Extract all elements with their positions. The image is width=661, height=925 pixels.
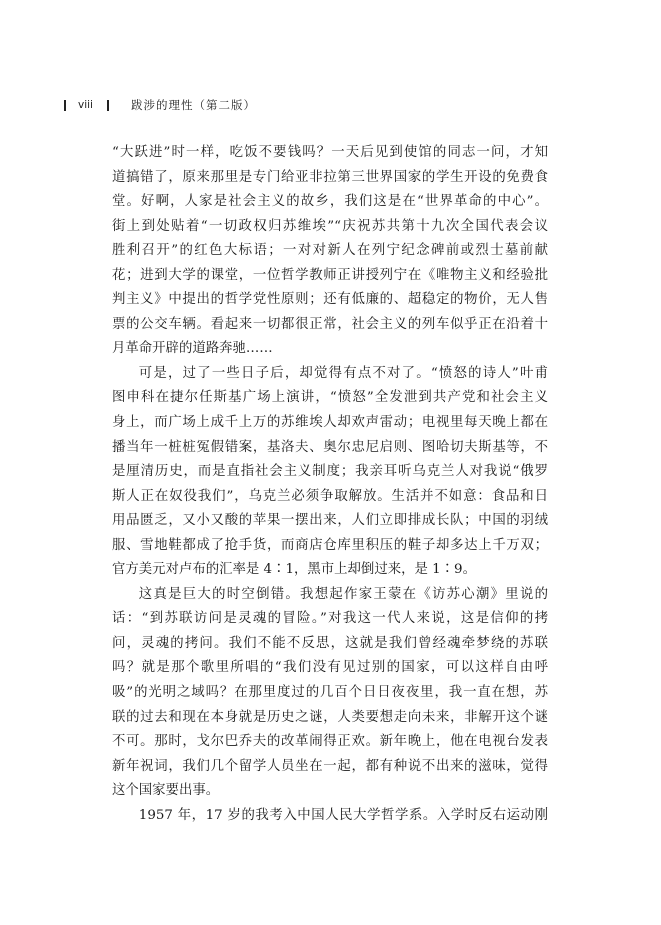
text-line: 这真是巨大的时空倒错。我想起作家王蒙在《访苏心潮》里说的 [138,586,548,602]
text-line: 堂。好啊，人家是社会主义的故乡，我们这是在“世界革命的中心”。 [112,194,548,210]
text-line: 是厘清历史，而是直指社会主义制度；我亲耳听乌克兰人对我说“俄罗 [112,464,548,480]
text-line: 新年祝词，我们几个留学人员坐在一起，都有种说不出来的滋味，觉得 [112,758,548,774]
text-line: 官方美元对卢布的汇率是 4∶1，黑市上却倒过来，是 1∶9。 [112,562,476,578]
text-line: 联的过去和现在本身就是历史之谜，人类要想走向未来，非解开这个谜 [112,709,548,725]
text-line: 斯人正在奴役我们”，乌克兰必须争取解放。生活并不如意：食品和日 [112,488,548,504]
text-line: 街上到处贴着“一切政权归苏维埃”“庆祝苏共第十九次全国代表会议 [112,218,548,234]
running-header [64,97,256,113]
text-line: 吗？就是那个歌里所唱的“我们没有见过别的国家，可以这样自由呼 [112,660,548,676]
paragraph [112,804,548,829]
text-line: “大跃进”时一样，吃饭不要钱吗？一天后见到使馆的同志一问，才知 [112,145,548,160]
text-line: 判主义》中提出的哲学党性原则；还有低廉的、超稳定的物价，无人售 [112,292,548,308]
text-line: 不可。那时，戈尔巴乔夫的改革闹得正欢。新年晚上，他在电视台发表 [112,734,548,750]
paragraph [112,362,548,583]
header-rule-left [64,100,66,111]
text-line: 服、雪地鞋都成了抢手货，而商店仓库里积压的鞋子却多达上千万双； [112,537,548,553]
header-rule-right [107,100,109,111]
text-line: 胜利召开”的红色大标语；一对对新人在列宁纪念碑前或烈士墓前献 [112,243,548,259]
text-line: 图申科在捷尔任斯基广场上演讲，“愤怒”全发泄到共产党和社会主义 [112,390,548,406]
text-line: 1957 年，17 岁的我考入中国人民大学哲学系。入学时反右运动刚 [138,807,548,823]
paragraph [112,583,548,804]
page-number: viii [78,99,93,111]
paragraph [112,141,548,362]
text-line: 话：“到苏联访问是灵魂的冒险。”对我这一代人来说，这是信仰的拷 [112,611,548,627]
text-line: 月革命开辟的道路奔驰…… [112,341,273,357]
text-line: 这个国家要出事。 [112,783,220,799]
text-line: 问，灵魂的拷问。我们不能不反思，这就是我们曾经魂牵梦绕的苏联 [112,635,548,651]
text-line: 花；进到大学的课堂，一位哲学教师正讲授列宁在《唯物主义和经验批 [112,267,548,283]
text-line: 用品匮乏，又小又酸的苹果一摆出来，人们立即排成长队；中国的羽绒 [112,513,548,529]
book-title: 跋涉的理性（第二版） [130,98,256,112]
text-line: 身上，而广场上成千上万的苏维埃人却欢声雷动；电视里每天晚上都在 [112,415,548,431]
body-text [112,141,548,828]
text-line: 道搞错了，原来那里是专门给亚非拉第三世界国家的学生开设的免费食 [112,169,548,185]
text-line: 可是，过了一些日子后，却觉得有点不对了。“愤怒的诗人”叶甫 [138,365,548,381]
text-line: 票的公交车辆。看起来一切都很正常，社会主义的列车似乎正在沿着十 [112,316,548,332]
text-line: 吸”的光明之域吗？在那里度过的几百个日日夜夜里，我一直在想，苏 [112,685,548,701]
text-line: 播当年一桩桩冤假错案，基洛夫、奥尔忠尼启则、图哈切夫斯基等，不 [112,439,548,455]
